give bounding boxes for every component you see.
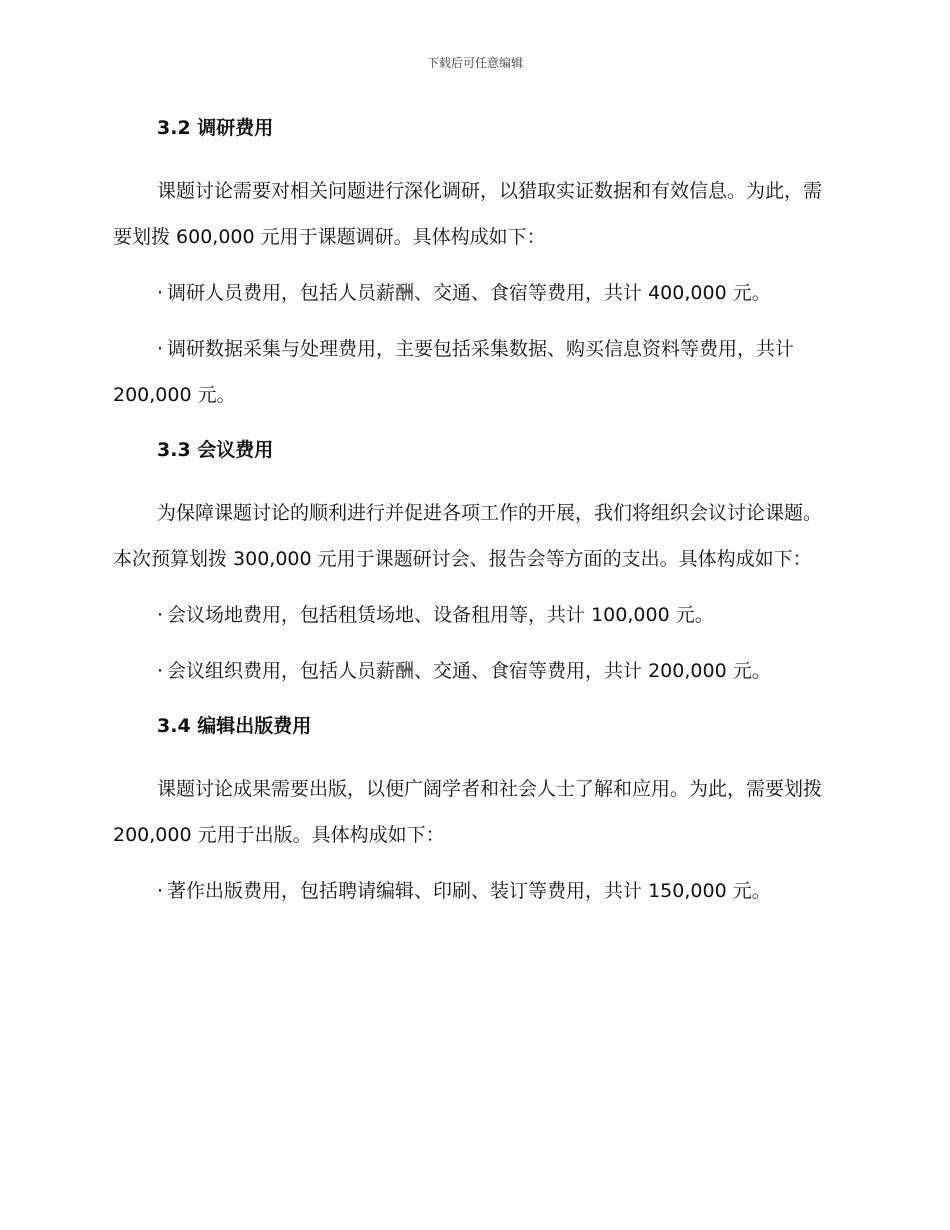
bullet-text: 著作出版费用，包括聘请编辑、印刷、装订等费用，共计 150,000 元。: [167, 880, 771, 902]
bullet-text: 会议组织费用，包括人员薪酬、交通、食宿等费用，共计 200,000 元。: [167, 660, 771, 682]
bullet-item: [113, 326, 833, 418]
section-research-costs: [113, 106, 833, 418]
bullet-dot: ·: [157, 880, 164, 902]
bullet-item: [113, 592, 833, 638]
bullet-dot: ·: [157, 660, 164, 682]
section-paragraph: 课题讨论需要对相关问题进行深化调研，以猎取实证数据和有效信息。为此，需要划拨 600,000 元用于课题调研。具体构成如下：: [113, 180, 823, 248]
section-title: 3.4 编辑出版费用: [157, 715, 312, 737]
document-body: [113, 106, 833, 924]
bullet-item: [113, 648, 833, 694]
section-paragraph: 为保障课题讨论的顺利进行并促进各项工作的开展，我们将组织会议讨论课题。本次预算划拨 300,000 元用于课题研讨会、报告会等方面的支出。具体构成如下：: [113, 502, 823, 570]
bullet-item: [113, 270, 833, 316]
section-title: 3.3 会议费用: [157, 439, 274, 461]
bullet-dot: ·: [157, 282, 164, 304]
bullet-dot: ·: [157, 338, 164, 360]
bullet-dot: ·: [157, 604, 164, 626]
section-publishing-costs: [113, 704, 833, 914]
bullet-text: 调研数据采集与处理费用，主要包括采集数据、购买信息资料等费用，共计 200,000 元。: [113, 338, 795, 406]
page-header: 下载后可任意编辑: [426, 56, 523, 70]
bullet-item: [113, 868, 833, 914]
section-meeting-costs: [113, 428, 833, 694]
bullet-text: 调研人员费用，包括人员薪酬、交通、食宿等费用，共计 400,000 元。: [167, 282, 771, 304]
section-title: 3.2 调研费用: [157, 117, 274, 139]
bullet-text: 会议场地费用，包括租赁场地、设备租用等，共计 100,000 元。: [167, 604, 714, 626]
section-paragraph: 课题讨论成果需要出版，以便广阔学者和社会人士了解和应用。为此，需要划拨 200,000 元用于出版。具体构成如下：: [113, 778, 823, 846]
